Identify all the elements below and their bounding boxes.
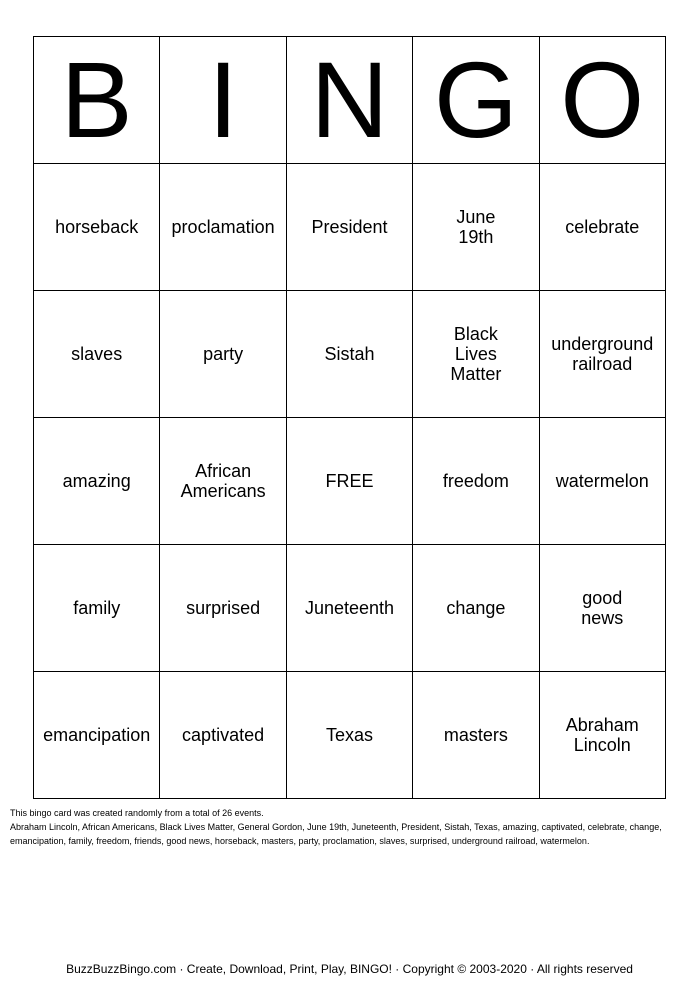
bingo-cell: Texas xyxy=(286,672,412,799)
bingo-row-3 xyxy=(34,418,666,545)
bingo-cell-free: FREE xyxy=(286,418,412,545)
bingo-cell: underground railroad xyxy=(539,291,665,418)
bingo-cell: Juneteenth xyxy=(286,545,412,672)
bingo-row-1 xyxy=(34,164,666,291)
bingo-cell: amazing xyxy=(34,418,160,545)
bingo-cell: good news xyxy=(539,545,665,672)
header-letter-b: B xyxy=(34,37,160,164)
bingo-row-4 xyxy=(34,545,666,672)
bingo-row-2 xyxy=(34,291,666,418)
bingo-cell: Black Lives Matter xyxy=(413,291,539,418)
bingo-card xyxy=(33,36,666,799)
bingo-cell: slaves xyxy=(34,291,160,418)
card-summary: This bingo card was created randomly from a total of 26 events. xyxy=(10,808,264,818)
bingo-cell: June 19th xyxy=(413,164,539,291)
bingo-cell: family xyxy=(34,545,160,672)
bingo-row-5 xyxy=(34,672,666,799)
bingo-cell: freedom xyxy=(413,418,539,545)
header-letter-i: I xyxy=(160,37,286,164)
bingo-cell: watermelon xyxy=(539,418,665,545)
bingo-cell: captivated xyxy=(160,672,286,799)
bingo-cell: masters xyxy=(413,672,539,799)
bingo-cell: change xyxy=(413,545,539,672)
bingo-cell: party xyxy=(160,291,286,418)
page-footer: BuzzBuzzBingo.com · Create, Download, Print, Play, BINGO! · Copyright © 2003-2020 · All rights reserved xyxy=(66,962,633,976)
event-list: Abraham Lincoln, African Americans, Black Lives Matter, General Gordon, June 19th, Juneteenth, President, Sistah, Texas, amazing, captivated, celebrate, change, emancipation, family, freedom, friends, good news, horseback, masters, party, proclamation, slaves, surprised, underground railroad, watermelon. xyxy=(10,822,662,846)
header-letter-n: N xyxy=(286,37,412,164)
bingo-header-row xyxy=(34,37,666,164)
header-letter-o: O xyxy=(539,37,665,164)
card-info xyxy=(10,806,690,848)
bingo-cell: Abraham Lincoln xyxy=(539,672,665,799)
header-letter-g: G xyxy=(413,37,539,164)
bingo-cell: horseback xyxy=(34,164,160,291)
bingo-cell: African Americans xyxy=(160,418,286,545)
bingo-cell: proclamation xyxy=(160,164,286,291)
bingo-cell: surprised xyxy=(160,545,286,672)
bingo-cell: Sistah xyxy=(286,291,412,418)
bingo-cell: celebrate xyxy=(539,164,665,291)
bingo-cell: President xyxy=(286,164,412,291)
bingo-cell: emancipation xyxy=(34,672,160,799)
